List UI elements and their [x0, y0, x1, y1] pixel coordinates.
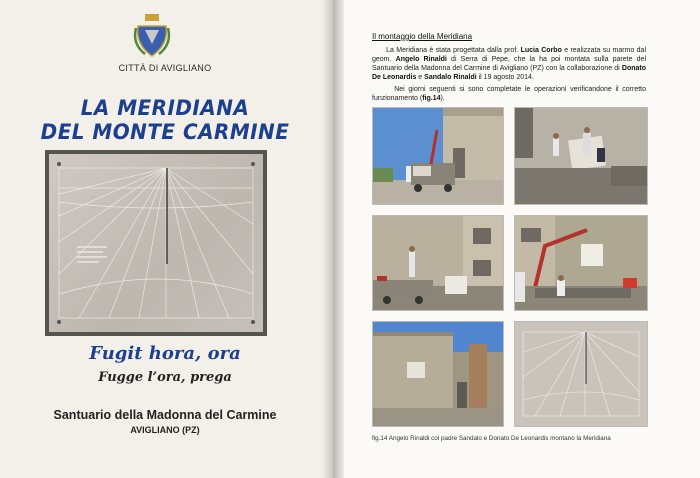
photo-finished-sundial [514, 321, 648, 427]
cover-page [0, 0, 330, 478]
motto-italian: Fugge l’ora, prega [98, 370, 232, 385]
photo-sanctuary-building [372, 321, 504, 427]
municipal-crest-icon [133, 14, 171, 60]
sundial-photo [45, 150, 267, 336]
photo-men-with-slab [514, 107, 648, 205]
photo-crane-truck [372, 107, 504, 205]
page-gutter [322, 0, 344, 478]
motto-latin: Fugit hora, ora [89, 343, 241, 364]
city-name: CITTÀ DI AVIGLIANO [118, 63, 212, 73]
photo-crane-lifting [514, 215, 648, 311]
place-name: AVIGLIANO (PZ) [130, 425, 200, 435]
title-line-1: LA MERIDIANA [80, 96, 250, 120]
title-line-2: DEL MONTE CARMINE [40, 120, 290, 144]
paragraph-2: Nei giorni seguenti si sono completate le operazioni verificandone il corretto funzionamento (fig.14). [372, 86, 646, 102]
paragraph-1: La Meridiana è stata progettata dalla prof. Lucia Corbo e realizzata su marmo dal geom. Angelo Rinaldi di Serra di Pepe, che la ha poi montata sulla parete del Santuario della Madonna del Carmine di Avigliano (PZ) con la collaborazione di Donato De Leonardis e Sandalo Rinaldi il 19 agosto 2014. [372, 47, 647, 81]
section-heading: Il montaggio della Meridiana [372, 32, 473, 41]
figure-caption: fig.14 Angelo Rinaldi col padre Sandalo e Donato De Leonardis montano la Meridiana [372, 435, 611, 442]
photo-lifting-slab [372, 215, 504, 311]
sanctuary-name: Santuario della Madonna del Carmine [53, 408, 277, 422]
